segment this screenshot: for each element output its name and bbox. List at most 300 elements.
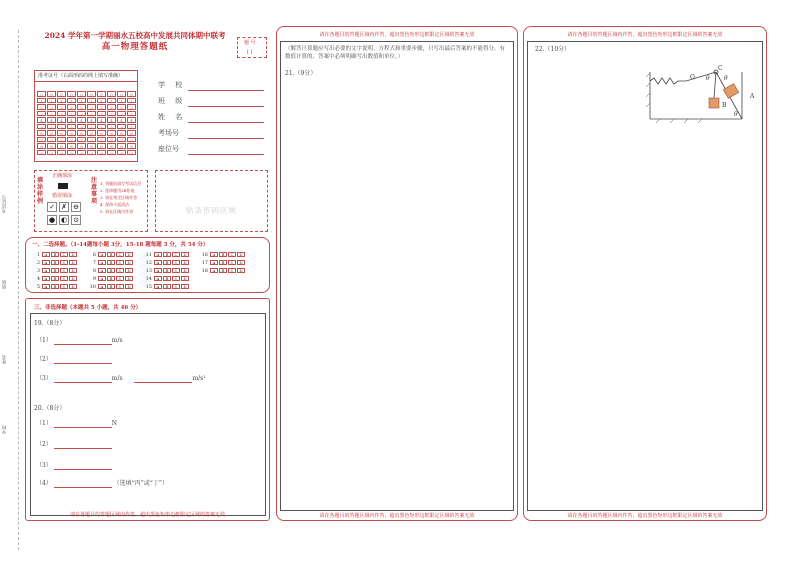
digit-bubble[interactable]: 4 <box>57 117 66 123</box>
note-item: 3. 请在规定区域作答 <box>100 195 138 200</box>
mc-option-bubble[interactable]: A <box>98 276 106 281</box>
mc-question-number: 17 <box>201 260 208 266</box>
mc-option-bubble[interactable]: A <box>210 268 218 273</box>
mc-option-bubble[interactable]: A <box>42 260 50 265</box>
barcode-area <box>155 170 268 232</box>
mc-option-bubble[interactable]: D <box>125 268 133 273</box>
seat-label: 座位号 <box>158 145 179 153</box>
digit-bubble[interactable]: 0 <box>117 91 126 97</box>
physics-diagram <box>646 62 766 152</box>
digit-bubble[interactable]: 0 <box>87 91 96 97</box>
mc-question-number: 15 <box>145 284 152 290</box>
digit-column <box>87 91 96 156</box>
digit-bubble[interactable]: 8 <box>57 143 66 149</box>
digit-bubble[interactable]: 9 <box>107 150 116 156</box>
room-label: 考场号 <box>158 129 179 137</box>
mc-option-bubble[interactable]: C <box>60 252 68 257</box>
school-input[interactable] <box>188 90 264 91</box>
column-2-panel <box>276 26 518 521</box>
mc-option-bubble[interactable]: A <box>154 276 162 281</box>
mc-section <box>25 237 270 293</box>
side-label-school: 学校 <box>2 425 7 434</box>
digit-bubble[interactable]: 6 <box>117 130 126 136</box>
block-a <box>723 84 738 99</box>
mc-option-bubble[interactable]: D <box>69 284 77 289</box>
digit-column <box>97 91 106 156</box>
mc-option-bubble[interactable]: B <box>51 252 59 257</box>
mc-question-number: 9 <box>92 276 96 282</box>
spring <box>650 78 686 84</box>
class-input[interactable] <box>188 106 264 107</box>
digit-column <box>77 91 86 156</box>
mc-option-bubble[interactable]: A <box>98 260 106 265</box>
mc-option-bubble[interactable]: A <box>42 276 50 281</box>
q19-3-unit-b: m/s² <box>192 375 206 382</box>
digit-bubble[interactable]: 9 <box>97 150 106 156</box>
mc-option-bubble[interactable]: C <box>172 284 180 289</box>
digit-column <box>37 91 46 156</box>
digit-bubble[interactable]: 2 <box>127 104 136 110</box>
exam-title: 2024 学年第一学期丽水五校高中发展共同体期中联考 <box>44 31 226 40</box>
mc-option-bubble[interactable]: D <box>125 284 133 289</box>
q19-3-answer-a[interactable] <box>54 382 112 383</box>
mc-option-bubble[interactable]: C <box>116 268 124 273</box>
mc-question-number: 6 <box>92 252 96 258</box>
digit-bubble[interactable]: 5 <box>37 124 46 130</box>
mc-option-bubble[interactable]: D <box>237 252 245 257</box>
mc-option-bubble[interactable]: B <box>107 284 115 289</box>
digit-bubble[interactable]: 0 <box>47 91 56 97</box>
digit-bubble[interactable]: 1 <box>67 98 76 104</box>
notes-title: 注意事项 <box>91 177 98 205</box>
mc-option-bubble[interactable]: B <box>219 252 227 257</box>
mc-option-bubble[interactable]: C <box>60 276 68 281</box>
mc-option-bubble[interactable]: B <box>107 276 115 281</box>
mc-question-number: 12 <box>145 260 152 266</box>
digit-bubble[interactable]: 0 <box>67 91 76 97</box>
digit-bubble[interactable]: 5 <box>67 124 76 130</box>
room-input[interactable] <box>188 138 264 139</box>
digit-bubble[interactable]: 5 <box>77 124 86 130</box>
mc-question <box>32 268 78 274</box>
mc-question-number: 8 <box>92 268 96 274</box>
q20-2-answer[interactable] <box>54 448 112 449</box>
digit-bubble[interactable]: 4 <box>127 117 136 123</box>
digit-bubble[interactable]: 4 <box>77 117 86 123</box>
digit-bubble[interactable]: 3 <box>127 111 136 117</box>
digit-bubble[interactable]: 8 <box>117 143 126 149</box>
q20-2-num: （2） <box>36 441 52 448</box>
digit-bubble[interactable]: 8 <box>127 143 136 149</box>
mc-question <box>144 276 190 282</box>
answer-area-warning: 请在各题目的答题区域内作答，超出黑色矩形边框限定区域的答案无效 <box>319 513 475 519</box>
mc-option-bubble[interactable]: B <box>219 260 227 265</box>
mc-question <box>200 268 246 274</box>
answer-area-warning: 请在各题目的答题区域内作答，超出黑色矩形边框限定区域的答案无效 <box>69 512 225 518</box>
digit-bubble[interactable]: 3 <box>47 111 56 117</box>
mc-option-bubble[interactable]: B <box>107 260 115 265</box>
page-title: 高一物理答题纸 <box>101 42 169 52</box>
digit-bubble[interactable]: 5 <box>47 124 56 130</box>
mc-option-bubble[interactable]: A <box>98 284 106 289</box>
digit-bubble[interactable]: 3 <box>77 111 86 117</box>
note-item: 2. 选择题用2B铅笔 <box>100 188 135 193</box>
digit-bubble[interactable]: 3 <box>37 111 46 117</box>
mc-option-bubble[interactable]: C <box>172 252 180 257</box>
digit-bubble[interactable]: 5 <box>97 124 106 130</box>
label-c: C <box>718 65 723 72</box>
correct-fill-label: 正确填涂 <box>52 173 73 179</box>
mc-question <box>32 260 78 266</box>
digit-column <box>57 91 66 156</box>
digit-bubble[interactable]: 3 <box>107 111 116 117</box>
wrong-mark-5: ◐ <box>60 216 68 224</box>
q21-label: 21.（9分） <box>285 70 317 77</box>
digit-bubble[interactable]: 8 <box>87 143 96 149</box>
digit-bubble[interactable]: 2 <box>37 104 46 110</box>
exam-number-grid <box>34 70 138 162</box>
digit-bubble[interactable]: 8 <box>37 143 46 149</box>
q20-1-unit: N <box>111 420 117 427</box>
digit-bubble[interactable]: 9 <box>87 150 96 156</box>
q19-3-unit-a: m/s <box>111 375 123 382</box>
mc-option-bubble[interactable]: A <box>210 252 218 257</box>
mc-option-bubble[interactable]: B <box>163 252 171 257</box>
digit-bubble[interactable]: 2 <box>67 104 76 110</box>
q20-1-answer[interactable] <box>54 427 112 428</box>
digit-bubble[interactable]: 9 <box>47 150 56 156</box>
digit-bubble[interactable]: 9 <box>117 150 126 156</box>
mc-option-bubble[interactable]: D <box>125 276 133 281</box>
mc-question-number: 4 <box>36 276 40 282</box>
mc-question-number: 3 <box>36 268 40 274</box>
digit-bubble[interactable]: 5 <box>107 124 116 130</box>
note-item: 1. 答题前填写考试信息 <box>100 181 142 186</box>
digit-bubble[interactable]: 3 <box>97 111 106 117</box>
mc-option-bubble[interactable]: C <box>60 260 68 265</box>
mc-option-bubble[interactable]: A <box>98 252 106 257</box>
mc-option-bubble[interactable]: D <box>69 260 77 265</box>
mc-option-bubble[interactable]: A <box>42 268 50 273</box>
mc-question-number: 2 <box>36 260 40 266</box>
mc-option-bubble[interactable]: B <box>51 268 59 273</box>
wrong-mark-3: ⊖ <box>71 202 81 212</box>
fill-example-box <box>34 170 148 232</box>
digit-bubble[interactable]: 6 <box>127 130 136 136</box>
digit-bubble[interactable]: 6 <box>47 130 56 136</box>
q19-2-answer[interactable] <box>54 363 112 364</box>
digit-bubble[interactable]: 3 <box>67 111 76 117</box>
q19-3-answer-b[interactable] <box>134 382 192 383</box>
digit-bubble[interactable]: 9 <box>127 150 136 156</box>
mc-option-bubble[interactable]: D <box>237 260 245 265</box>
digit-bubble[interactable]: 5 <box>87 124 96 130</box>
digit-bubble[interactable]: 4 <box>87 117 96 123</box>
mc-option-bubble[interactable]: A <box>154 284 162 289</box>
digit-bubble[interactable]: 7 <box>57 137 66 143</box>
digit-bubble[interactable]: 9 <box>37 150 46 156</box>
name-input[interactable] <box>188 122 264 123</box>
exam-number-title: 准考证号（右面形码的网上填写准确） <box>38 73 124 79</box>
mc-option-bubble[interactable]: B <box>163 276 171 281</box>
wrong-fill-label: 错误填涂 <box>52 193 73 199</box>
note-item: 4. 保持卡面清洁 <box>100 202 130 207</box>
digit-bubble[interactable]: 3 <box>117 111 126 117</box>
digit-bubble[interactable]: 5 <box>117 124 126 130</box>
q19-1-unit: m/s <box>111 337 123 344</box>
digit-bubble[interactable]: 9 <box>67 150 76 156</box>
digit-bubble[interactable]: 1 <box>37 98 46 104</box>
digit-bubble[interactable]: 7 <box>127 137 136 143</box>
mc-option-bubble[interactable]: B <box>107 252 115 257</box>
digit-bubble[interactable]: 9 <box>57 150 66 156</box>
digit-bubble[interactable]: 4 <box>107 117 116 123</box>
note-item: 5. 请在区域内作答 <box>100 209 134 214</box>
digit-bubble[interactable]: 3 <box>87 111 96 117</box>
column-3-panel <box>523 26 767 521</box>
digit-bubble[interactable]: 1 <box>77 98 86 104</box>
mc-option-bubble[interactable]: D <box>125 252 133 257</box>
mc-option-bubble[interactable]: C <box>228 260 236 265</box>
mc-question-number: 7 <box>92 260 96 266</box>
q19-3-num: （3） <box>36 375 52 382</box>
mc-option-bubble[interactable]: C <box>116 260 124 265</box>
fill-example-title: 填涂样例 <box>37 177 44 205</box>
digit-bubble[interactable]: 7 <box>117 137 126 143</box>
digit-bubble[interactable]: 1 <box>47 98 56 104</box>
digit-bubble[interactable]: 6 <box>97 130 106 136</box>
mc-question <box>200 260 246 266</box>
seat-input[interactable] <box>188 154 264 155</box>
wrong-mark-2: ✗ <box>59 202 69 212</box>
mc-question <box>32 252 78 258</box>
digit-column <box>117 91 126 156</box>
mc-option-bubble[interactable]: A <box>210 260 218 265</box>
digit-bubble[interactable]: 4 <box>67 117 76 123</box>
q22-label: 22.（10分） <box>535 46 571 53</box>
digit-bubble[interactable]: 8 <box>67 143 76 149</box>
digit-bubble[interactable]: 3 <box>57 111 66 117</box>
exam-type-box <box>237 37 267 58</box>
mc-option-bubble[interactable]: A <box>154 268 162 273</box>
digit-bubble[interactable]: 1 <box>87 98 96 104</box>
mc-question-number: 18 <box>201 268 208 274</box>
mc-option-bubble[interactable]: D <box>125 260 133 265</box>
digit-column <box>107 91 116 156</box>
mc-option-bubble[interactable]: B <box>107 268 115 273</box>
mc-question-number: 5 <box>36 284 40 290</box>
mc-option-bubble[interactable]: C <box>60 284 68 289</box>
q20-4-answer[interactable] <box>54 487 112 488</box>
mc-option-bubble[interactable]: B <box>51 260 59 265</box>
mc-option-bubble[interactable]: C <box>172 260 180 265</box>
side-label-exam-number: 考试证号 <box>2 195 7 213</box>
side-label-name: 姓名 <box>2 355 7 364</box>
digit-bubble[interactable]: 6 <box>77 130 86 136</box>
mc-question <box>88 284 134 290</box>
digit-bubble[interactable]: 5 <box>57 124 66 130</box>
q19-2-num: （2） <box>36 356 52 363</box>
digit-bubble[interactable]: 0 <box>107 91 116 97</box>
digit-bubble[interactable]: 6 <box>67 130 76 136</box>
digit-bubble[interactable]: 0 <box>57 91 66 97</box>
mc-question-number: 1 <box>36 252 40 258</box>
student-info <box>158 82 268 162</box>
digit-bubble[interactable]: 4 <box>117 117 126 123</box>
mc-option-bubble[interactable]: D <box>69 268 77 273</box>
mc-option-bubble[interactable]: B <box>51 284 59 289</box>
nonmc-section <box>25 298 270 521</box>
barcode-label: 贴条形码区域 <box>186 206 237 215</box>
mc-question <box>32 284 78 290</box>
mc-option-bubble[interactable]: C <box>116 284 124 289</box>
mc-option-bubble[interactable]: D <box>181 284 189 289</box>
exam-type-value: [ ] <box>247 49 253 55</box>
digit-bubble[interactable]: 2 <box>107 104 116 110</box>
mc-option-bubble[interactable]: A <box>42 252 50 257</box>
q20-1-num: （1） <box>36 420 52 427</box>
digit-bubble[interactable]: 1 <box>97 98 106 104</box>
mc-option-bubble[interactable]: D <box>237 268 245 273</box>
mc-option-bubble[interactable]: A <box>98 268 106 273</box>
class-label: 班 级 <box>158 97 187 105</box>
digit-column <box>47 91 56 156</box>
digit-bubble[interactable]: 0 <box>77 91 86 97</box>
mc-option-bubble[interactable]: A <box>154 260 162 265</box>
mc-option-bubble[interactable]: D <box>181 268 189 273</box>
notes-list <box>100 180 148 215</box>
digit-bubble[interactable]: 4 <box>97 117 106 123</box>
mc-option-bubble[interactable]: C <box>228 252 236 257</box>
q20-3-answer[interactable] <box>54 469 112 470</box>
wrong-mark-4: ● <box>48 216 56 224</box>
mc-option-bubble[interactable]: D <box>181 260 189 265</box>
mc-option-bubble[interactable]: C <box>172 268 180 273</box>
mc-option-bubble[interactable]: D <box>181 276 189 281</box>
digit-bubble[interactable]: 7 <box>67 137 76 143</box>
digit-bubble[interactable]: 9 <box>77 150 86 156</box>
mc-option-bubble[interactable]: B <box>163 268 171 273</box>
q19-1-answer[interactable] <box>54 344 112 345</box>
q19-1-num: （1） <box>36 337 52 344</box>
solution-instruction: （解答计算题应写出必要的文字说明、方程式和重要步骤，只写出最后答案的不能得分。有数值计算的，答案中必须明确写出数值和单位。） <box>285 46 506 60</box>
digit-bubble[interactable]: 1 <box>117 98 126 104</box>
digit-column <box>127 91 136 156</box>
digit-bubble[interactable]: 2 <box>87 104 96 110</box>
mc-option-bubble[interactable]: B <box>163 260 171 265</box>
digit-bubble[interactable]: 2 <box>47 104 56 110</box>
digit-bubble[interactable]: 6 <box>57 130 66 136</box>
digit-bubble[interactable]: 4 <box>47 117 56 123</box>
digit-bubble[interactable]: 8 <box>107 143 116 149</box>
mc-question-number: 13 <box>145 268 152 274</box>
mc-question <box>200 252 246 258</box>
mc-question-number: 16 <box>201 252 208 258</box>
digit-bubble[interactable]: 0 <box>37 91 46 97</box>
mc-question <box>144 252 190 258</box>
nonmc-section-title: 三、非选择题（本题共 5 小题，共 46 分） <box>34 305 142 311</box>
digit-bubble[interactable]: 7 <box>87 137 96 143</box>
q20-label: 20.（8分） <box>34 405 66 412</box>
mc-option-bubble[interactable]: A <box>154 252 162 257</box>
answer-area-warning: 请在各题目的答题区域内作答，超出黑色矩形边框限定区域的答案无效 <box>567 32 723 38</box>
digit-bubble[interactable]: 6 <box>87 130 96 136</box>
exam-type-label: 题 号 <box>244 40 256 46</box>
q20-4-hint: （选填“丙”或“丁”） <box>113 480 168 487</box>
mc-option-bubble[interactable]: D <box>69 252 77 257</box>
correct-fill-mark <box>58 183 68 189</box>
digit-bubble[interactable]: 5 <box>127 124 136 130</box>
digit-bubble[interactable]: 2 <box>57 104 66 110</box>
label-theta-1: θ <box>706 75 710 82</box>
answer-area-warning: 请在各题目的答题区域内作答，超出黑色矩形边框限定区域的答案无效 <box>319 32 475 38</box>
mc-question <box>144 284 190 290</box>
mc-question <box>88 252 134 258</box>
digit-bubble[interactable]: 0 <box>97 91 106 97</box>
digit-bubble[interactable]: 7 <box>97 137 106 143</box>
mc-option-bubble[interactable]: C <box>60 268 68 273</box>
label-o: O <box>690 74 695 81</box>
mc-section-title: 一、二选择题。（1-14题每小题 3分，15-18 题每题 3 分，共 54 分） <box>32 242 209 248</box>
mc-option-bubble[interactable]: B <box>163 284 171 289</box>
mc-option-bubble[interactable]: A <box>42 284 50 289</box>
wrong-mark-6: ⊙ <box>71 215 81 225</box>
mc-option-bubble[interactable]: D <box>181 252 189 257</box>
digit-bubble-grid[interactable] <box>37 91 137 161</box>
digit-bubble[interactable]: 6 <box>37 130 46 136</box>
mc-question <box>88 260 134 266</box>
mc-option-bubble[interactable]: C <box>172 276 180 281</box>
mc-question <box>32 276 78 282</box>
digit-bubble[interactable]: 2 <box>77 104 86 110</box>
mc-option-bubble[interactable]: C <box>116 252 124 257</box>
digit-bubble[interactable]: 8 <box>47 143 56 149</box>
digit-bubble[interactable]: 1 <box>107 98 116 104</box>
answer-area-warning: 请在各题目的答题区域内作答，超出黑色矩形边框限定区域的答案无效 <box>567 513 723 519</box>
digit-bubble[interactable]: 7 <box>77 137 86 143</box>
label-theta-2: θ <box>724 75 728 82</box>
name-label: 姓 名 <box>158 113 187 121</box>
digit-bubble[interactable]: 0 <box>127 91 136 97</box>
school-label: 学 校 <box>158 81 187 89</box>
mc-option-bubble[interactable]: B <box>219 268 227 273</box>
digit-bubble[interactable]: 1 <box>57 98 66 104</box>
rope-vertical <box>714 72 716 98</box>
wrong-mark-1: ✓ <box>47 202 57 212</box>
digit-bubble[interactable]: 6 <box>107 130 116 136</box>
digit-bubble[interactable]: 4 <box>37 117 46 123</box>
mc-option-bubble[interactable]: B <box>51 276 59 281</box>
digit-bubble[interactable]: 1 <box>127 98 136 104</box>
mc-option-bubble[interactable]: C <box>228 268 236 273</box>
digit-column <box>67 91 76 156</box>
mc-question <box>144 268 190 274</box>
mc-question-number: 10 <box>89 284 96 290</box>
mc-option-bubble[interactable]: D <box>69 276 77 281</box>
digit-bubble[interactable]: 8 <box>77 143 86 149</box>
label-b: B <box>722 102 727 109</box>
digit-bubble[interactable]: 7 <box>37 137 46 143</box>
label-theta-3: θ <box>734 111 738 118</box>
q20-3-num: （3） <box>36 462 52 469</box>
mc-option-bubble[interactable]: C <box>116 276 124 281</box>
digit-bubble[interactable]: 7 <box>47 137 56 143</box>
mc-question <box>88 276 134 282</box>
digit-bubble[interactable]: 8 <box>97 143 106 149</box>
digit-bubble[interactable]: 7 <box>107 137 116 143</box>
digit-bubble[interactable]: 2 <box>117 104 126 110</box>
digit-bubble[interactable]: 2 <box>97 104 106 110</box>
